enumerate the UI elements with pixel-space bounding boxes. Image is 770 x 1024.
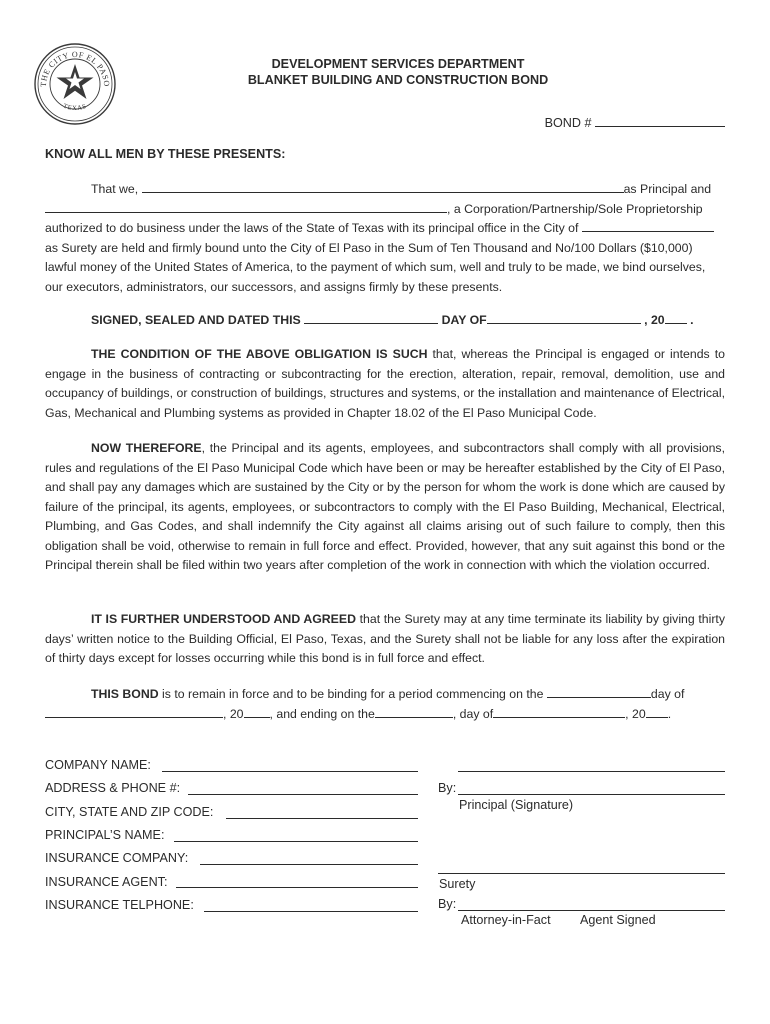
- ending-month-field[interactable]: [493, 706, 625, 718]
- as-principal-text: as Principal and: [623, 182, 712, 196]
- seal-text-top: THE CITY OF EL PASO: [38, 49, 112, 88]
- principal-entity-field[interactable]: [45, 201, 447, 213]
- ending-day-field[interactable]: [375, 706, 453, 718]
- commence-day-field[interactable]: [547, 686, 651, 698]
- commence-month-field[interactable]: [45, 706, 223, 718]
- bond-number-label: BOND #: [544, 116, 592, 130]
- surety-signature-line[interactable]: [438, 873, 725, 874]
- this-bond-year1: , 20: [223, 706, 244, 721]
- condition-paragraph: [45, 345, 725, 423]
- this-bond-day-of2: , day of: [452, 706, 494, 721]
- insurance-telphone-label: INSURANCE TELPHONE:: [45, 898, 194, 912]
- this-bond-heading: THIS BOND: [91, 687, 159, 701]
- insurance-telphone-row: [45, 898, 194, 912]
- surety-text: as Surety are held and firmly bound unto the City of El Paso in the Sum of Ten Thousand and No/100 Dollars ($10,000): [45, 240, 693, 255]
- bond-number: [545, 115, 725, 130]
- attorney-signature-line[interactable]: [458, 910, 725, 911]
- document-title: BLANKET BUILDING AND CONSTRUCTION BOND: [247, 73, 549, 87]
- this-bond-day-of: day of: [650, 687, 685, 701]
- signed-year-field[interactable]: [665, 312, 687, 324]
- executors-text: our executors, administrators, our successors, and assigns firmly by these presents.: [45, 279, 503, 294]
- lawful-money-text: lawful money of the United States of America, to the payment of which sum, well and truly to be made, we bind ourselves,: [45, 260, 706, 274]
- this-bond-text: is to remain in force and to be binding for a period commencing on the: [158, 687, 544, 701]
- principal-name-field[interactable]: [142, 181, 624, 193]
- principals-name-field[interactable]: [174, 841, 418, 842]
- seal-text-bottom: TEXAS: [62, 102, 88, 113]
- surety-caption: Surety: [439, 877, 476, 891]
- city-field[interactable]: [582, 220, 714, 232]
- principal-signature-caption: Principal (Signature): [459, 798, 574, 812]
- attorney-in-fact-caption: Attorney-in-Fact: [461, 913, 551, 927]
- signed-day-of: DAY OF: [441, 313, 487, 327]
- this-bond-ending: , and ending on the: [269, 706, 375, 721]
- agent-signed-caption: Agent Signed: [580, 913, 656, 927]
- authorized-text: authorized to do business under the laws of the State of Texas with its principal office in the City of: [45, 221, 579, 235]
- address-phone-label: ADDRESS & PHONE #:: [45, 781, 181, 795]
- that-we-text: That we,: [91, 182, 139, 196]
- signed-month-field[interactable]: [487, 312, 641, 324]
- city-state-zip-row: [45, 805, 213, 819]
- this-bond-paragraph: [45, 685, 725, 724]
- department-title: DEVELOPMENT SERVICES DEPARTMENT: [271, 57, 525, 71]
- address-phone-field[interactable]: [188, 794, 418, 795]
- insurance-company-row: [45, 851, 188, 865]
- company-name-label: COMPANY NAME:: [45, 758, 151, 772]
- city-state-zip-field[interactable]: [226, 818, 418, 819]
- now-therefore-heading: NOW THEREFORE: [91, 441, 202, 455]
- insurance-agent-label: INSURANCE AGENT:: [45, 875, 168, 889]
- insurance-agent-row: [45, 875, 167, 889]
- surety-by-label: By:: [438, 897, 457, 911]
- further-text: that the Surety may at any time terminate its liability by giving thirty days’ written notice to the Building Official, El Paso, Texas, and the Surety shall not be liable for any loss after the expiration of thirty days except for losses occurring while this bond is in full force and effect.: [45, 612, 725, 665]
- now-therefore-text: , the Principal and its agents, employees, and subcontractors shall comply with all provisions, rules and regulations of the El Paso Municipal Code which have been or may be hereafter established by the City of El Paso, and shall pay any damages which are sustained by the City or by the person for whom the work is done which are caused by failure of the principal, its agents, employees, or subcontractors to comply with the El Paso Building, Mechanical, Electrical, Plumbing, and Gas Codes, and shall indemnify the City against all claims arising out of such failure to comply, then this obligation shall be void, otherwise to remain in full force and effect. Provided, however, that any suit against this bond or the Principal therein shall be filed within two years after completion of the work in connection with which the violation occurred.: [45, 441, 725, 572]
- ending-year-field[interactable]: [646, 706, 668, 718]
- principal-name-signature-line[interactable]: [458, 771, 725, 772]
- signed-end: .: [690, 313, 694, 327]
- company-name-field[interactable]: [162, 771, 418, 772]
- address-phone-row: [45, 781, 180, 795]
- insurance-agent-field[interactable]: [176, 887, 418, 888]
- corporation-text: , a Corporation/Partnership/Sole Proprietorship: [447, 201, 703, 216]
- insurance-company-field[interactable]: [200, 864, 418, 865]
- further-understood-paragraph: [45, 610, 725, 669]
- this-bond-end: .: [667, 706, 672, 721]
- bond-number-field[interactable]: [595, 115, 725, 127]
- principals-name-label: PRINCIPAL’S NAME:: [45, 828, 165, 842]
- know-all-heading: KNOW ALL MEN BY THESE PRESENTS:: [45, 147, 286, 161]
- further-heading: IT IS FURTHER UNDERSTOOD AND AGREED: [91, 612, 356, 626]
- company-name-row: [45, 758, 151, 772]
- signed-sealed-line: [45, 311, 725, 331]
- svg-text:TEXAS: [62, 103, 88, 112]
- city-state-zip-label: CITY, STATE AND ZIP CODE:: [45, 805, 214, 819]
- principal-paragraph: [45, 180, 725, 297]
- signed-day-field[interactable]: [304, 312, 438, 324]
- now-therefore-paragraph: [45, 439, 725, 576]
- principals-name-row: [45, 828, 164, 842]
- this-bond-year2: , 20: [625, 706, 646, 721]
- principal-by-label: By:: [438, 781, 457, 795]
- signed-year: , 20: [644, 313, 665, 327]
- commence-year-field[interactable]: [244, 706, 270, 718]
- condition-heading: THE CONDITION OF THE ABOVE OBLIGATION IS SUCH: [91, 347, 428, 361]
- insurance-company-label: INSURANCE COMPANY:: [45, 851, 189, 865]
- document-header: [0, 56, 770, 88]
- principal-signature-line[interactable]: [458, 794, 725, 795]
- insurance-telphone-field[interactable]: [204, 911, 418, 912]
- signed-label: SIGNED, SEALED AND DATED THIS: [91, 313, 301, 327]
- condition-text: that, whereas the Principal is engaged or intends to engage in the business of contracting or subcontracting for the erection, alteration, repair, removal, demolition, use and occupancy of buildings, or construction of buildings, structures and systems, or the installation and maintenance of Electrical, Gas, Mechanical and Plumbing systems as provided in Chapter 18.02 of the El Paso Municipal Code.: [45, 347, 725, 420]
